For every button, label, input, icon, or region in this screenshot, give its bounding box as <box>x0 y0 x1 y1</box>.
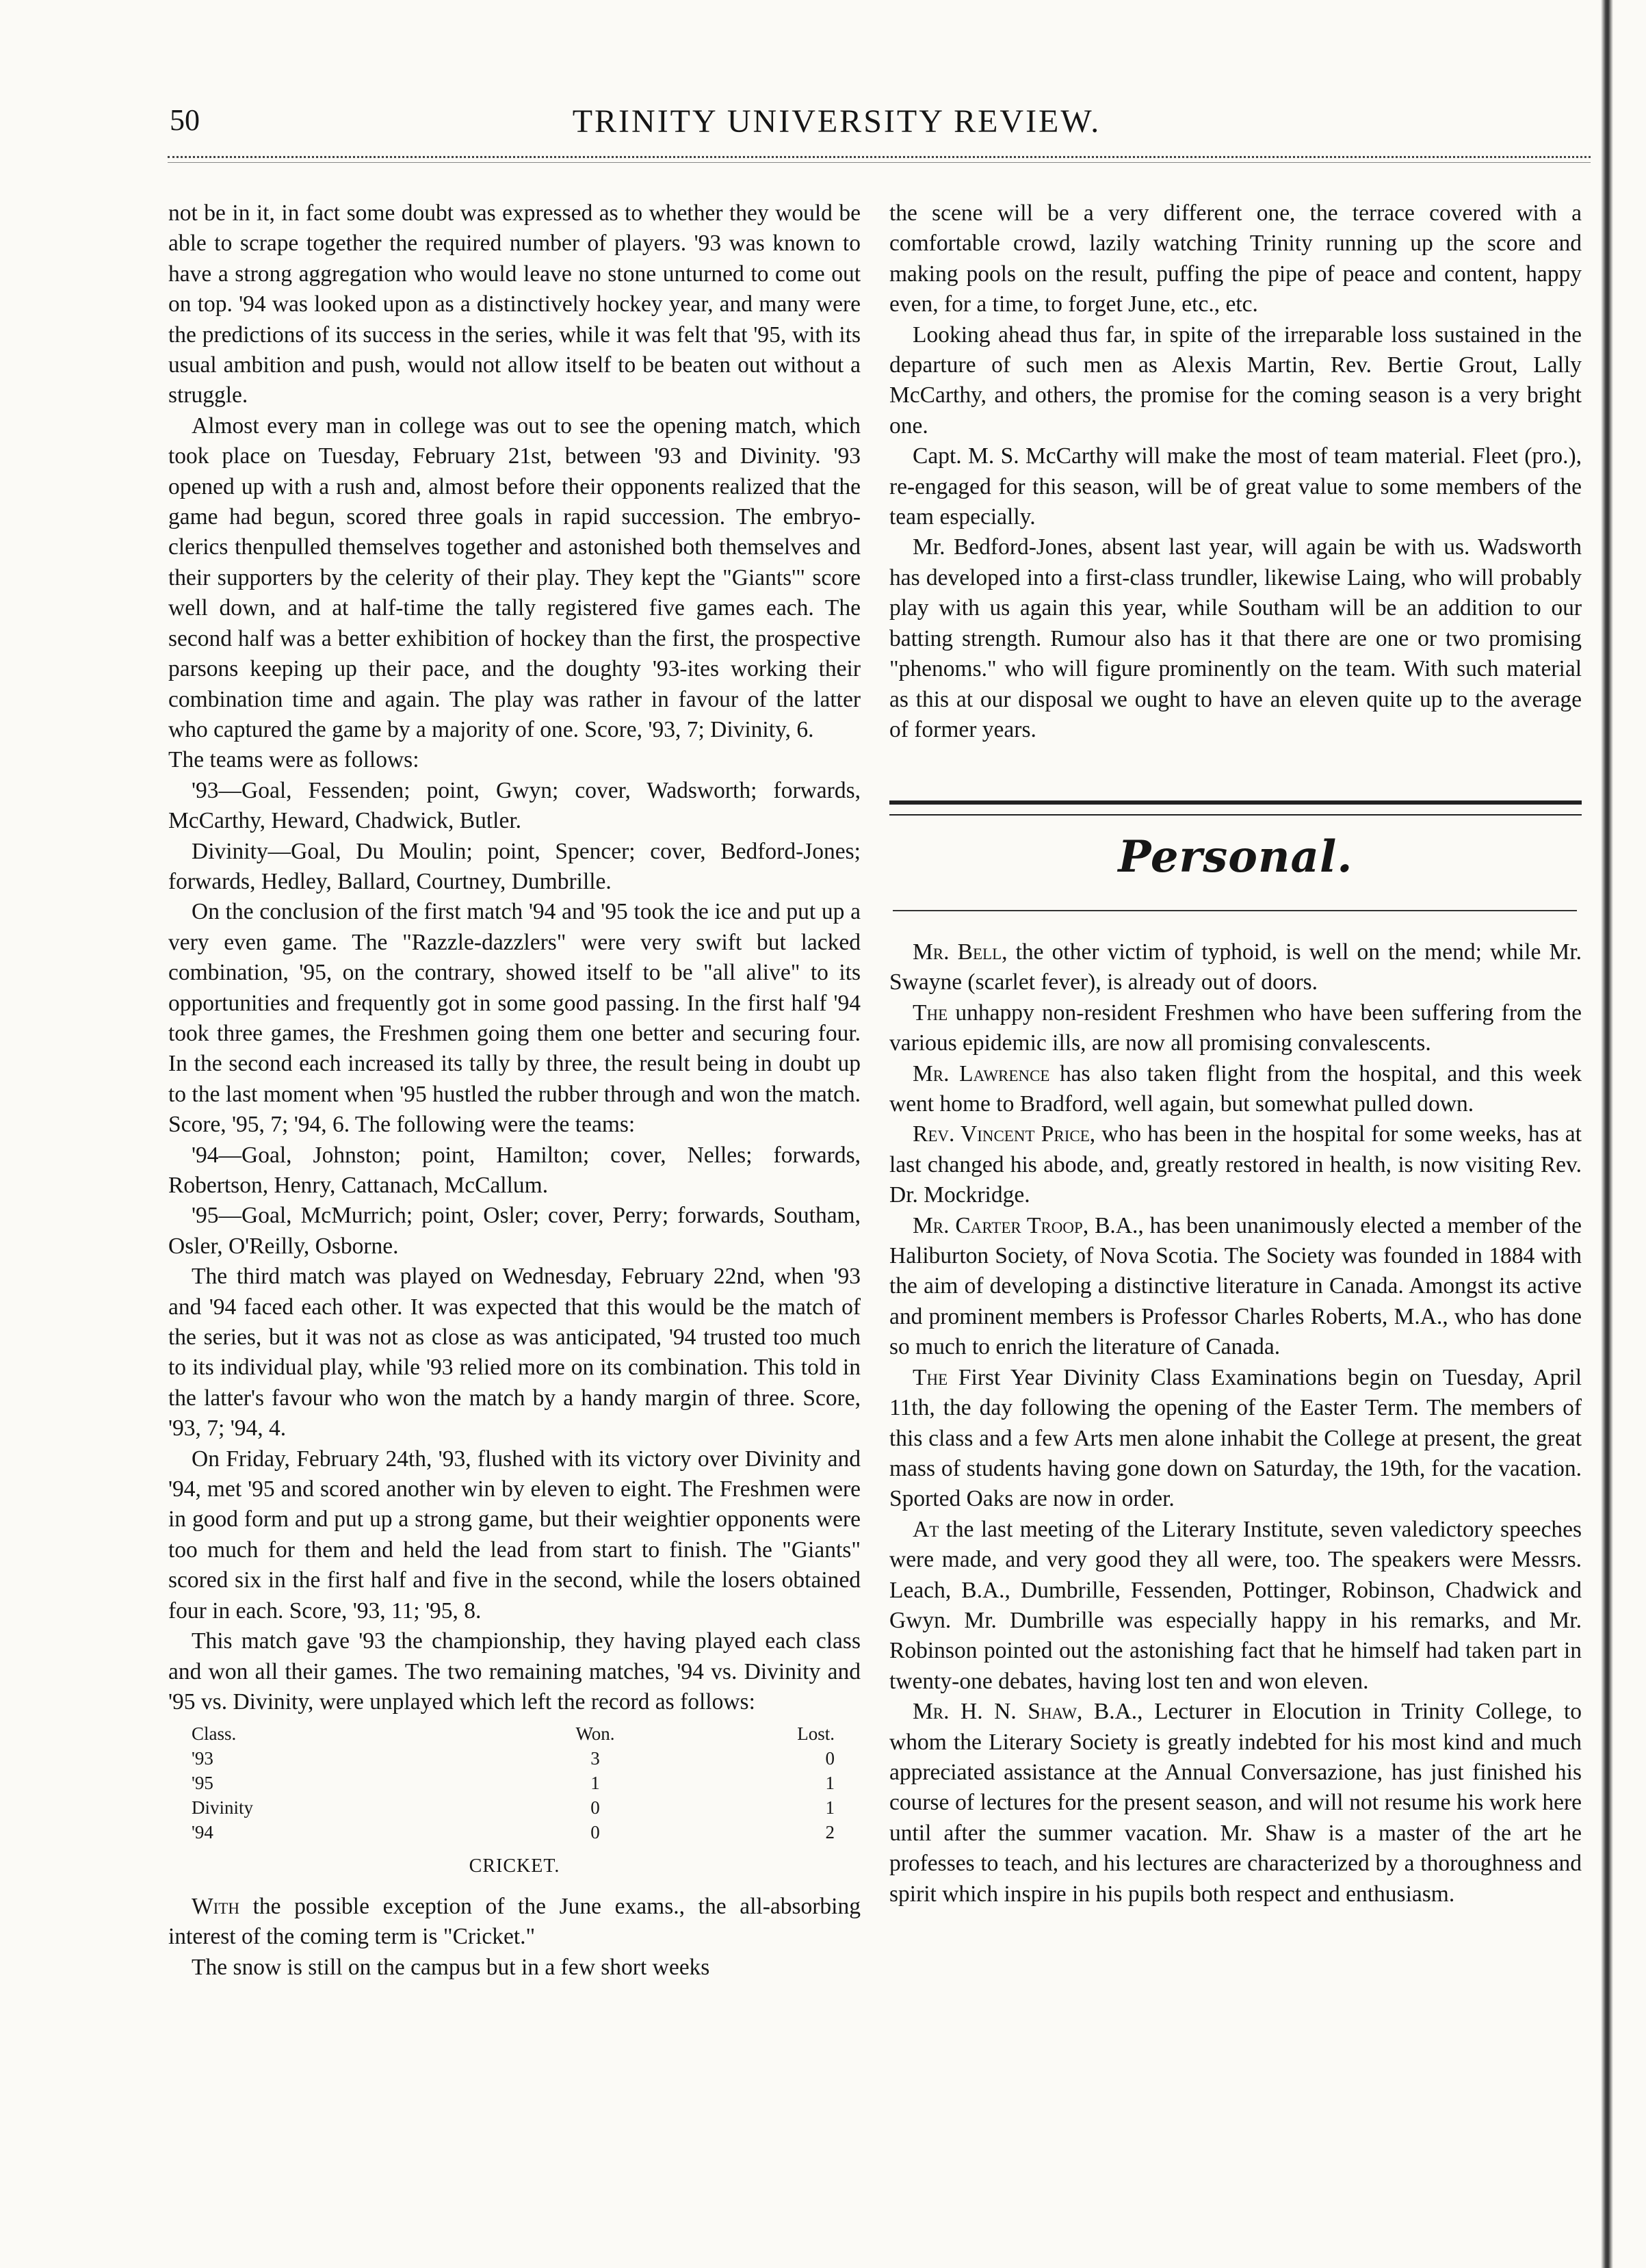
lead-words: Mr. Lawrence <box>913 1060 1050 1086</box>
column-header: Won. <box>575 1723 615 1745</box>
paragraph: On the conclusion of the first match '94 and '95 took the ice and put up a very even game. The "Razzle-dazzlers" were very swift but lacked combination, '95, on the contrary, showed itself to be "all alive" to its opportunities and frequently got in some good passing. In the first half '94 took three games, the Freshmen going them one better and securing four. In the second each increased its tally by three, the result being in doubt up to the last moment when '95 hustled the rubber through and won the match. Score, '95, 7; '94, 6. The following were the teams: <box>168 899 861 1138</box>
paragraph: The teams were as follows: <box>168 747 419 773</box>
paragraph-text: the possible exception of the June exams., the all-absorbing interest of the coming term is "Cricket." <box>168 1893 861 1950</box>
paragraph: Looking ahead thus far, in spite of the irreparable loss sustained in the departure of such men as Alexis Martin, Rev. Bertie Grout, Lally McCarthy, and others, the promise for the coming season is a very bright one. <box>889 322 1582 439</box>
column-header: Class. <box>192 1723 237 1745</box>
item-text: who has been in the hospital for some weeks, has at last changed his abode, and, greatly restored in health, is now visiting Rev. Dr. Mockridge. <box>889 1121 1582 1208</box>
table-cell: 1 <box>590 1773 600 1794</box>
lead-words: The <box>913 1364 948 1390</box>
table-cell: '95 <box>192 1773 213 1794</box>
item-text: B.A., Lecturer in Elocution in Trinity College, to whom the Literary Society is greatly indebted for his most kind and much appreciated assistance at the Annual Conversazione, has just finished his course of lectures for the present season, and will not resume his work here until after the summer vacation. Mr. Shaw is a master of the art he professes to teach, and his lectures are characterized by a thoroughness and spirit which inspire in his pupils both respect and enthusiasm. <box>889 1699 1582 1907</box>
table-cell: '94 <box>192 1822 213 1843</box>
lead-words: At <box>913 1516 939 1542</box>
paragraph: not be in it, in fact some doubt was expressed as to whether they would be able to scrape together the required number of players. '93 was known to have a strong aggregation who would leave no stone unturned to come out on top. '94 was looked upon as a distinctively hockey year, and many were the predictions of its success in the series, while it was felt that '95, with its usual ambition and push, would not allow itself to be beaten out without a struggle. <box>168 200 861 408</box>
table-cell: '93 <box>192 1748 213 1769</box>
item-text: unhappy non-resident Freshmen who have been suffering from the various epidemic ills, are now all promising convalescents. <box>889 1000 1582 1056</box>
binding-edge <box>1601 0 1613 2268</box>
paragraph: This match gave '93 the championship, they having played each class and won all their games. The two remaining matches, '94 vs. Divinity and '95 vs. Divinity, were unplayed which left the record as follows: <box>168 1628 861 1715</box>
personal-item <box>889 1119 1582 1210</box>
lead-words: Mr. Bell, <box>913 939 1008 965</box>
lead-words: Mr. H. N. Shaw, <box>913 1699 1083 1725</box>
table-row <box>192 1820 835 1845</box>
table-header-row <box>192 1721 835 1746</box>
paragraph: Capt. M. S. McCarthy will make the most of team material. Fleet (pro.), re-engaged for this season, will be of great value to some members of the team especially. <box>889 443 1582 530</box>
cricket-heading: CRICKET. <box>469 1855 560 1877</box>
table-cell: 1 <box>825 1773 835 1794</box>
lead-words: Rev. Vincent Price, <box>913 1121 1096 1147</box>
personal-item <box>889 998 1582 1059</box>
personal-item <box>889 1363 1582 1515</box>
paragraph: The third match was played on Wednesday, February 22nd, when '93 and '94 faced each other. It was expected that this would be the match of the series, but it was not as close as was anticipated, '94 trusted too much to its individual play, while '93 relied more on its combination. This told in the latter's favour who won the match by a handy margin of three. Score, '93, 7; '94, 4. <box>168 1264 861 1442</box>
paragraph: '95—Goal, McMurrich; point, Osler; cover, Perry; forwards, Southam, Osler, O'Reilly, Osborne. <box>168 1203 861 1259</box>
table-cell: Divinity <box>192 1797 254 1819</box>
lead-words: With <box>192 1893 239 1919</box>
personal-item <box>889 1515 1582 1697</box>
right-column-top <box>889 198 1582 745</box>
lead-words: Mr. Carter Troop, <box>913 1212 1089 1238</box>
personal-column <box>889 937 1582 1909</box>
item-text: First Year Divinity Class Examinations begin on Tuesday, April 11th, the day following the opening of the Easter Term. The members of this class and a few Arts men alone inhabit the College at present, the great mass of students having gone down on Saturday, the 19th, for the vacation. Sported Oaks are now in order. <box>889 1364 1582 1512</box>
personal-item <box>889 937 1582 998</box>
paragraph: '93—Goal, Fessenden; point, Gwyn; cover, Wadsworth; forwards, McCarthy, Heward, Chadwick, Butler. <box>168 777 861 834</box>
personal-item <box>889 1697 1582 1909</box>
lead-words: The <box>913 1000 948 1026</box>
paragraph: '94—Goal, Johnston; point, Hamilton; cover, Nelles; forwards, Robertson, Henry, Cattanach, McCallum. <box>168 1142 861 1198</box>
header-rule <box>168 156 1591 163</box>
table-cell: 0 <box>590 1822 600 1843</box>
table-cell: 3 <box>590 1748 600 1769</box>
left-column <box>168 198 861 1983</box>
page-number: 50 <box>170 103 200 137</box>
table-cell: 0 <box>825 1748 835 1769</box>
table-cell: 0 <box>590 1797 600 1819</box>
table-row <box>192 1795 835 1820</box>
item-text: B.A., has been unanimously elected a member of the Haliburton Society, of Nova Scotia. The Society was founded in 1884 with the aim of developing a distinctive literature in Canada. Amongst its active and prominent members is Professor Charles Roberts, M.A., who has done so much to enrich the literature of Canada. <box>889 1212 1582 1360</box>
item-text: the last meeting of the Literary Institute, seven valedictory speeches were made, and very good they all were, too. The speakers were Messrs. Leach, B.A., Dumbrille, Fessenden, Pottinger, Robinson, Chadwick and Gwyn. Mr. Dumbrille was especially happy in his remarks, and Mr. Robinson pointed out the astonishing fact that he himself had taken part in twenty-one debates, having lost ten and won eleven. <box>889 1516 1582 1694</box>
item-text: the other victim of typhoid, is well on the mend; while Mr. Swayne (scarlet fever), is already out of doors. <box>889 939 1582 995</box>
paragraph: Divinity—Goal, Du Moulin; point, Spencer; cover, Bedford-Jones; forwards, Hedley, Ballard, Courtney, Dumbrille. <box>168 838 861 894</box>
heading-rule <box>893 910 1577 911</box>
table-cell: 1 <box>825 1797 835 1819</box>
personal-item <box>889 1211 1582 1363</box>
paragraph: the scene will be a very different one, the terrace covered with a comfortable crowd, lazily watching Trinity running up the score and making pools on the result, puffing the pipe of peace and content, happy even, for a time, to forget June, etc., etc. <box>889 200 1582 317</box>
paragraph: The snow is still on the campus but in a few short weeks <box>192 1954 710 1980</box>
table-row <box>192 1746 835 1771</box>
paragraph: On Friday, February 24th, '93, flushed with its victory over Divinity and '94, met '95 and scored another win by eleven to eight. The Freshmen were in good form and put up a strong game, but their weightier opponents were too much for them and held the lead from start to finish. The "Giants" scored six in the first half and five in the second, while the losers obtained four in each. Score, '93, 11; '95, 8. <box>168 1446 861 1624</box>
item-text: has also taken flight from the hospital, and this week went home to Bradford, well again, but somewhat pulled down. <box>889 1060 1582 1117</box>
personal-item <box>889 1059 1582 1120</box>
paragraph: Almost every man in college was out to see the opening match, which took place on Tuesday, February 21st, between '93 and Divinity. '93 opened up with a rush and, almost before their opponents realized that the game had begun, scored three goals in rapid succession. The embryo-clerics thenpulled themselves together and astonished both themselves and their supporters by the celerity of their play. They kept the "Giants'" score well down, and at half-time the tally registered five games each. The second half was a better exhibition of hockey than the first, the prospective parsons keeping up their pace, and the doughty '93-ites working their combination time and again. The play was rather in favour of the latter who captured the game by a majority of one. Score, '93, 7; Divinity, 6. <box>168 413 861 742</box>
table-row <box>192 1771 835 1795</box>
section-rule <box>889 800 1582 816</box>
record-table <box>192 1721 835 1845</box>
paragraph <box>168 1892 861 1953</box>
table-cell: 2 <box>825 1822 835 1843</box>
paragraph: Mr. Bedford-Jones, absent last year, will again be with us. Wadsworth has developed into a first-class trundler, likewise Laing, who will probably play with us again this year, while Southam will be an addition to our batting strength. Rumour also has it that there are one or two promising "phenoms." who will figure prominently on the team. With such material as this at our disposal we ought to have an eleven quite up to the average of former years. <box>889 534 1582 742</box>
column-header: Lost. <box>797 1723 835 1745</box>
personal-heading: Personal. <box>1118 831 1353 883</box>
running-title: TRINITY UNIVERSITY REVIEW. <box>572 103 1101 140</box>
